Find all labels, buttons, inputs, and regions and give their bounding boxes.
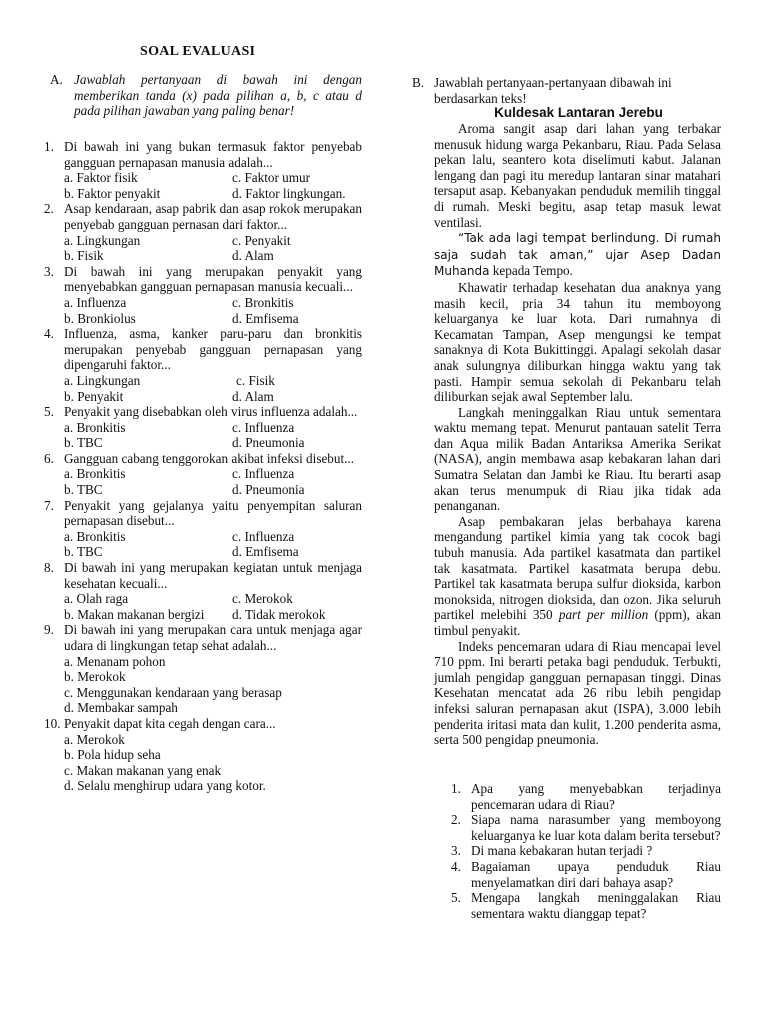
option-d[interactable]: d. Alam bbox=[232, 248, 274, 264]
question-number: 1. bbox=[44, 139, 54, 154]
option-a[interactable]: a. Lingkungan bbox=[64, 232, 141, 248]
option-d[interactable]: d. Emfisema bbox=[232, 310, 299, 326]
options bbox=[64, 170, 362, 201]
story-text bbox=[434, 121, 721, 748]
option-b[interactable]: b. Pola hidup seha bbox=[64, 747, 161, 763]
quote-text: “Tak ada lagi tempat berlindung. Di rumah saja sudah tak aman,” ujar Asep Dadan Muhanda bbox=[434, 231, 721, 279]
option-c[interactable]: c. Bronkitis bbox=[232, 294, 294, 310]
question-text: Apa yang menyebabkan terjadinya pencemaran udara di Riau? bbox=[471, 781, 721, 812]
essay-question-2 bbox=[434, 812, 721, 843]
option-a[interactable]: a. Faktor fisik bbox=[64, 170, 138, 186]
question-text: Penyakit yang gejalanya yaitu penyempitan saluran pernapasan disebut... bbox=[64, 497, 362, 529]
option-d[interactable]: d. Membakar sampah bbox=[64, 700, 178, 716]
question-text: Influenza, asma, kanker paru-paru dan bronkitis merupakan penyebab gangguan pernapasan yang dipengaruhi faktor... bbox=[64, 326, 362, 373]
options bbox=[64, 654, 362, 716]
options bbox=[64, 373, 362, 404]
option-a[interactable]: a. Bronkitis bbox=[64, 419, 126, 435]
options bbox=[64, 529, 362, 560]
question-number: 1. bbox=[451, 781, 461, 796]
question-text: Di mana kebakaran hutan terjadi ? bbox=[471, 843, 653, 859]
paragraph: Khawatir terhadap kesehatan dua anaknya yang masih kecil, pria 34 tahun itu memboyong keluarganya ke luar kota. Dari rumahnya di Kecamatan Tampan, Asep mengungsi ke tempat sanaknya di Kota Bukittinggi. Apalagi sekolah dasar anak sulungnya diliburkan hingga waktu yang tak pasti. Hampir semua sekolah di Pekanbaru telah diliburkan sejak awal September lalu. bbox=[434, 279, 721, 405]
section-b-instruction bbox=[412, 75, 721, 106]
question-text: Di bawah ini yang merupakan penyakit yang menyebabkan gangguan pernapasan manusia kecuali... bbox=[64, 263, 362, 295]
question-number: 2. bbox=[451, 812, 461, 828]
question-number: 10. bbox=[44, 715, 61, 731]
option-d[interactable]: d. Emfisema bbox=[232, 544, 299, 560]
question-text: Asap kendaraan, asap pabrik dan asap rokok merupakan penyebab gangguan pernasan dari faktor... bbox=[64, 201, 362, 232]
option-c[interactable]: c. Makan makanan yang enak bbox=[64, 762, 222, 778]
question-number: 4. bbox=[451, 858, 461, 874]
option-a[interactable]: a. Merokok bbox=[64, 731, 125, 747]
option-b[interactable]: b. Faktor penyakit bbox=[64, 185, 161, 201]
option-c[interactable]: c. Penyakit bbox=[232, 232, 291, 248]
option-b[interactable]: b. TBC bbox=[64, 435, 103, 451]
option-b[interactable]: b. TBC bbox=[64, 482, 103, 498]
section-a-instruction bbox=[44, 72, 362, 119]
option-b[interactable]: b. TBC bbox=[64, 544, 103, 560]
options bbox=[64, 233, 362, 264]
story-title: Kuldesak Lantaran Jerebu bbox=[494, 105, 663, 120]
essay-question-3 bbox=[434, 843, 721, 859]
paragraph: Indeks pencemaran udara di Riau mencapai level 710 ppm. Ini berarti petaka bagi penduduk. Terbukti, jumlah pengidap gangguan pernapasan tinggi. Dinas Kesehatan mencatat ada 26 ribu lebih pengidap infeksi saluran pernapasan akut (ISPA), 3.000 lebih penderita iritasi mata dan kulit, 1.200 penderita asma, serta 500 pengidap pneumonia. bbox=[434, 638, 721, 748]
option-b[interactable]: b. Merokok bbox=[64, 669, 126, 685]
option-b[interactable]: b. Bronkiolus bbox=[64, 310, 136, 326]
question-6 bbox=[44, 451, 362, 498]
options bbox=[64, 295, 362, 326]
question-4 bbox=[44, 326, 362, 404]
options bbox=[64, 591, 362, 622]
paragraph-quote bbox=[434, 230, 721, 280]
option-c[interactable]: c. Influenza bbox=[232, 528, 295, 544]
essay-question-5 bbox=[434, 890, 721, 921]
option-a[interactable]: a. Bronkitis bbox=[64, 466, 126, 482]
question-number: 3. bbox=[44, 263, 54, 279]
option-c[interactable]: c. Fisik bbox=[236, 372, 275, 388]
essay-question-4 bbox=[434, 859, 721, 890]
options bbox=[64, 466, 362, 497]
question-3 bbox=[44, 264, 362, 326]
option-b[interactable]: b. Penyakit bbox=[64, 388, 124, 404]
paragraph: Langkah meninggalkan Riau untuk sementara waktu memang tepat. Menurut pantauan satelit Terra dan Aqua milik Badan Antariksa Amerika Serikat (NASA), angin membawa asap kebakaran lahan dari Sumatra Selatan dan Jambi ke Riau. Itu berarti asap akan terus menumpuk di Riau jika tidak ada penanganan. bbox=[434, 404, 721, 514]
question-number: 9. bbox=[44, 622, 54, 638]
question-list bbox=[44, 139, 362, 794]
question-text: Siapa nama narasumber yang memboyong keluarganya ke luar kota dalam berita tersebut? bbox=[471, 812, 721, 843]
option-c[interactable]: c. Menggunakan kendaraan yang berasap bbox=[64, 684, 282, 700]
instruction-text: Jawablah pertanyaan-pertanyaan dibawah ini berdasarkan teks! bbox=[434, 75, 672, 106]
question-2 bbox=[44, 201, 362, 263]
question-number: 2. bbox=[44, 201, 54, 217]
italic-term: part per million bbox=[558, 607, 649, 623]
option-a[interactable]: a. Influenza bbox=[64, 294, 127, 310]
option-a[interactable]: a. Lingkungan bbox=[64, 372, 141, 388]
paragraph-text: (ppm), akan timbul penyakit. bbox=[434, 607, 722, 638]
question-text: Mengapa langkah meninggalakan Riau sementara waktu dianggap tepat? bbox=[471, 890, 721, 921]
question-8 bbox=[44, 560, 362, 622]
question-number: 4. bbox=[44, 326, 54, 342]
option-c[interactable]: c. Influenza bbox=[232, 466, 295, 482]
section-a-label: A. bbox=[50, 72, 63, 87]
options bbox=[64, 732, 362, 794]
question-number: 6. bbox=[44, 450, 54, 466]
essay-question-1 bbox=[434, 781, 721, 812]
instruction-text: Jawablah pertanyaan di bawah ini dengan memberikan tanda (x) pada pilihan a, b, c atau d pada pilihan jawaban yang paling benar! bbox=[74, 72, 362, 119]
option-d[interactable]: d. Pneumonia bbox=[232, 482, 305, 498]
question-9 bbox=[44, 622, 362, 716]
question-7 bbox=[44, 498, 362, 560]
question-number: 5. bbox=[451, 890, 461, 906]
question-number: 8. bbox=[44, 560, 54, 576]
option-c[interactable]: c. Influenza bbox=[232, 419, 295, 435]
options bbox=[64, 420, 362, 451]
option-d[interactable]: d. Faktor lingkungan. bbox=[232, 185, 346, 201]
paragraph-text: Asap pembakaran jelas berbahaya karena mengandung partikel kimia yang tak cocok bagi tubuh manusia. Ada partikel kasatmata dan partikel tak kasatmata. Partikel kasatmata berupa debu. Partikel tak kasatmata berupa sulfur dioksida, karbon monoksida, nitrogen dioksida, dan ozon. Jika seluruh partikel melebihi 350 bbox=[434, 513, 721, 623]
option-a[interactable]: a. Menanam pohon bbox=[64, 653, 166, 669]
question-text: Gangguan cabang tenggorokan akibat infeksi disebut... bbox=[64, 450, 355, 466]
option-d[interactable]: d. Pneumonia bbox=[232, 435, 305, 451]
paragraph: Aroma sangit asap dari lahan yang terbakar menusuk hidung warga Pekanbaru, Riau. Pada Selasa pekan lalu, seantero kota diselimuti kabut. Jalanan lengang dan pagi itu meredup lantaran sinar matahari tersaput asap. Kebanyakan penduduk memilih tinggal di rumah. Meski begitu, asap tetap masuk lewat ventilasi. bbox=[434, 121, 721, 230]
option-c[interactable]: c. Faktor umur bbox=[232, 170, 311, 186]
question-10 bbox=[44, 716, 362, 794]
question-text: Di bawah ini yang bukan termasuk faktor penyebab gangguan pernapasan manusia adalah... bbox=[64, 139, 362, 170]
section-b-label: B. bbox=[412, 75, 425, 90]
question-text: Di bawah ini yang merupakan cara untuk menjaga agar udara di lingkungan tetap sehat adalah... bbox=[64, 622, 362, 653]
option-b[interactable]: b. Makan makanan bergizi bbox=[64, 606, 205, 622]
option-a[interactable]: a. Olah raga bbox=[64, 591, 129, 607]
question-text: Di bawah ini yang merupakan kegiatan untuk menjaga kesehatan kecuali... bbox=[64, 560, 362, 591]
question-number: 3. bbox=[451, 843, 461, 859]
question-5 bbox=[44, 404, 362, 451]
question-text: Penyakit dapat kita cegah dengan cara... bbox=[64, 715, 276, 731]
question-number: 7. bbox=[44, 497, 54, 513]
question-number: 5. bbox=[44, 404, 54, 420]
option-a[interactable]: a. Bronkitis bbox=[64, 528, 126, 544]
question-1 bbox=[44, 139, 362, 201]
quote-tail: kepada Tempo. bbox=[492, 263, 573, 279]
question-text: Penyakit yang disebabkan oleh virus influenza adalah... bbox=[64, 404, 358, 420]
page-title: SOAL EVALUASI bbox=[140, 44, 256, 59]
option-b[interactable]: b. Fisik bbox=[64, 248, 104, 264]
question-text: Bagaiaman upaya penduduk Riau menyelamatkan diri dari bahaya asap? bbox=[471, 858, 721, 890]
option-c[interactable]: c. Merokok bbox=[232, 591, 293, 607]
option-d[interactable]: d. Tidak merokok bbox=[232, 606, 326, 622]
option-d[interactable]: d. Alam bbox=[232, 388, 274, 404]
essay-question-list bbox=[434, 781, 721, 921]
paragraph bbox=[434, 514, 721, 639]
option-d[interactable]: d. Selalu menghirup udara yang kotor. bbox=[64, 778, 266, 794]
